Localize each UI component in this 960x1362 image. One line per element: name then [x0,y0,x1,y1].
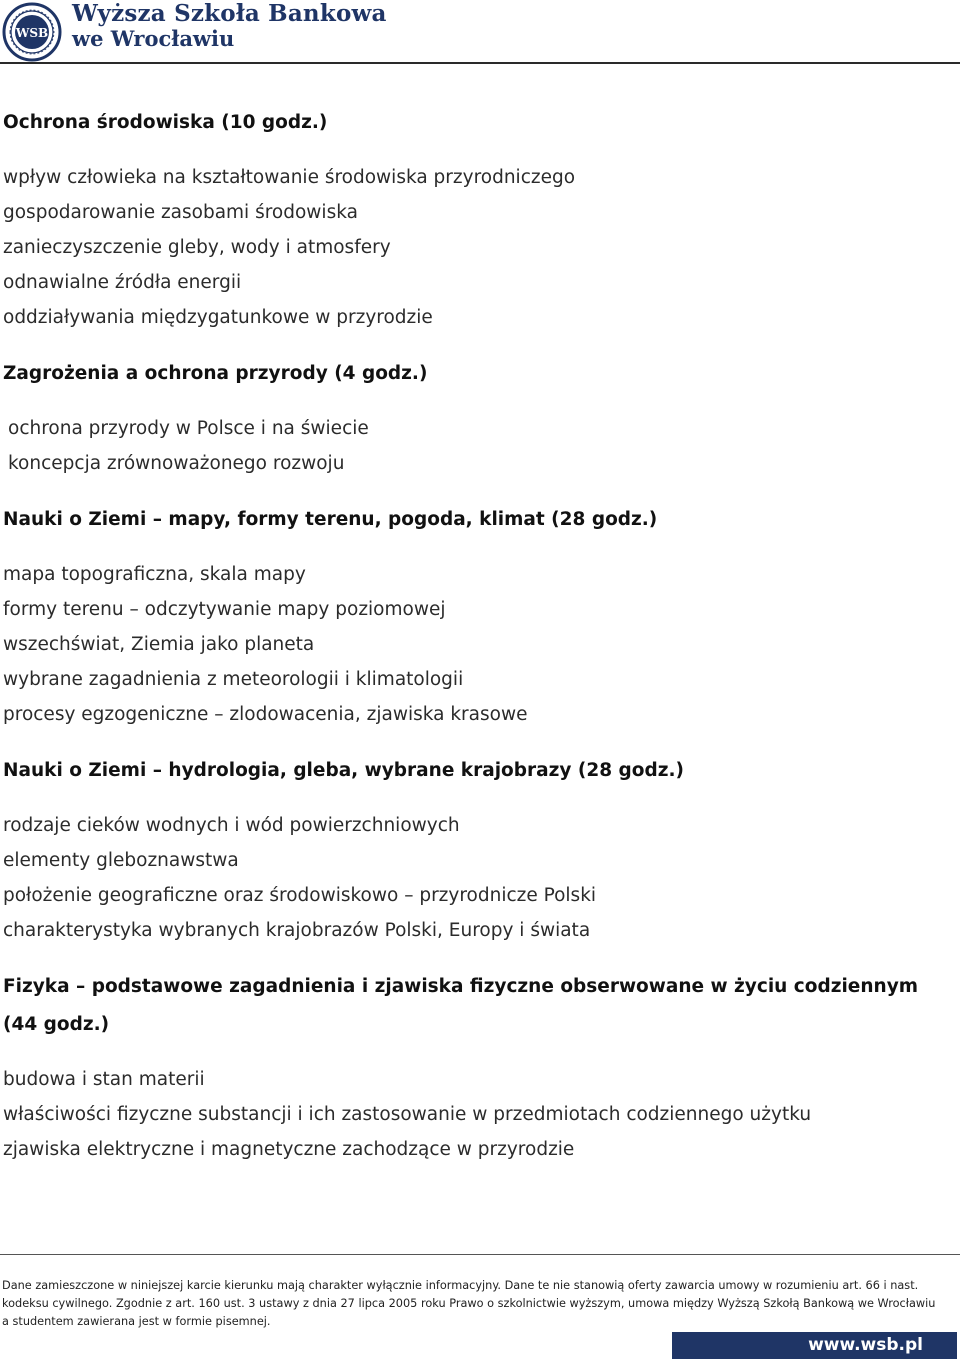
section-heading: Ochrona środowiska (10 godz.) [3,112,328,133]
section-heading: Zagrożenia a ochrona przyrody (4 godz.) [3,363,428,384]
section-heading-continued: (44 godz.) [3,1014,110,1035]
footer-divider [0,1254,960,1255]
list-item: gospodarowanie zasobami środowiska [3,202,358,223]
footer-disclaimer [2,1277,957,1331]
list-item: oddziaływania międzygatunkowe w przyrodzie [3,307,433,328]
section-earth-maps [3,508,657,532]
header-divider [0,62,960,64]
section-heading: Nauki o Ziemi – hydrologia, gleba, wybrane krajobrazy (28 godz.) [3,760,684,781]
section-earth-hydrology-items [3,814,596,943]
section-earth-maps-items [3,563,527,727]
list-item: wszechświat, Ziemia jako planeta [3,634,315,655]
section-environment-items [3,166,575,330]
list-item: ochrona przyrody w Polsce i na świecie [8,418,369,439]
list-item: elementy gleboznawstwa [3,850,239,871]
footer-line: Dane zamieszczone w niniejszej karcie kierunku mają charakter wyłącznie informacyjny. Dane te nie stanowią oferty zawarcia umowy w rozumieniu art. 66 i nast. [2,1279,919,1292]
university-name [72,2,387,50]
seal-text: WSB [15,26,49,40]
university-name-line1: Wyższa Szkoła Bankowa [72,0,387,27]
list-item: procesy egzogeniczne – zlodowacenia, zjawiska krasowe [3,704,528,725]
list-item: mapa topograficzna, skala mapy [3,564,306,585]
list-item: właściwości fizyczne substancji i ich zastosowanie w przedmiotach codziennego użytku [3,1104,812,1125]
footer-line: a studentem zawierana jest w formie pisemnej. [2,1315,271,1328]
footer-line: kodeksu cywilnego. Zgodnie z art. 160 ust. 3 ustawy z dnia 27 lipca 2005 roku Prawo o szkolnictwie wyższym, umowa między Wyższą Szkołą Bankową we Wrocławiu [2,1297,936,1310]
list-item: budowa i stan materii [3,1069,205,1090]
footer-url-bar[interactable] [672,1332,957,1359]
list-item: wpływ człowieka na kształtowanie środowiska przyrodniczego [3,167,576,188]
list-item: rodzaje cieków wodnych i wód powierzchniowych [3,815,460,836]
list-item: zjawiska elektryczne i magnetyczne zachodzące w przyrodzie [3,1139,575,1160]
university-seal-logo [2,2,62,62]
section-physics [3,975,918,1037]
section-nature-protection [3,362,427,386]
university-name-line2: we Wrocławiu [72,26,235,52]
list-item: odnawialne źródła energii [3,272,242,293]
list-item: położenie geograficzne oraz środowiskowo – przyrodnicze Polski [3,885,597,906]
list-item: charakterystyka wybranych krajobrazów Polski, Europy i świata [3,920,591,941]
list-item: koncepcja zrównoważonego rozwoju [8,453,345,474]
section-heading: Fizyka – podstawowe zagadnienia i zjawiska fizyczne obserwowane w życiu codziennym [3,976,919,997]
section-earth-hydrology [3,759,684,783]
section-heading: Nauki o Ziemi – mapy, formy terenu, pogoda, klimat (28 godz.) [3,509,658,530]
list-item: formy terenu – odczytywanie mapy poziomowej [3,599,446,620]
section-environment [3,111,327,135]
section-nature-protection-items [3,417,369,476]
website-link[interactable]: www.wsb.pl [808,1335,923,1355]
page-header [0,0,960,62]
section-physics-items [3,1068,811,1162]
list-item: zanieczyszczenie gleby, wody i atmosfery [3,237,391,258]
list-item: wybrane zagadnienia z meteorologii i klimatologii [3,669,464,690]
